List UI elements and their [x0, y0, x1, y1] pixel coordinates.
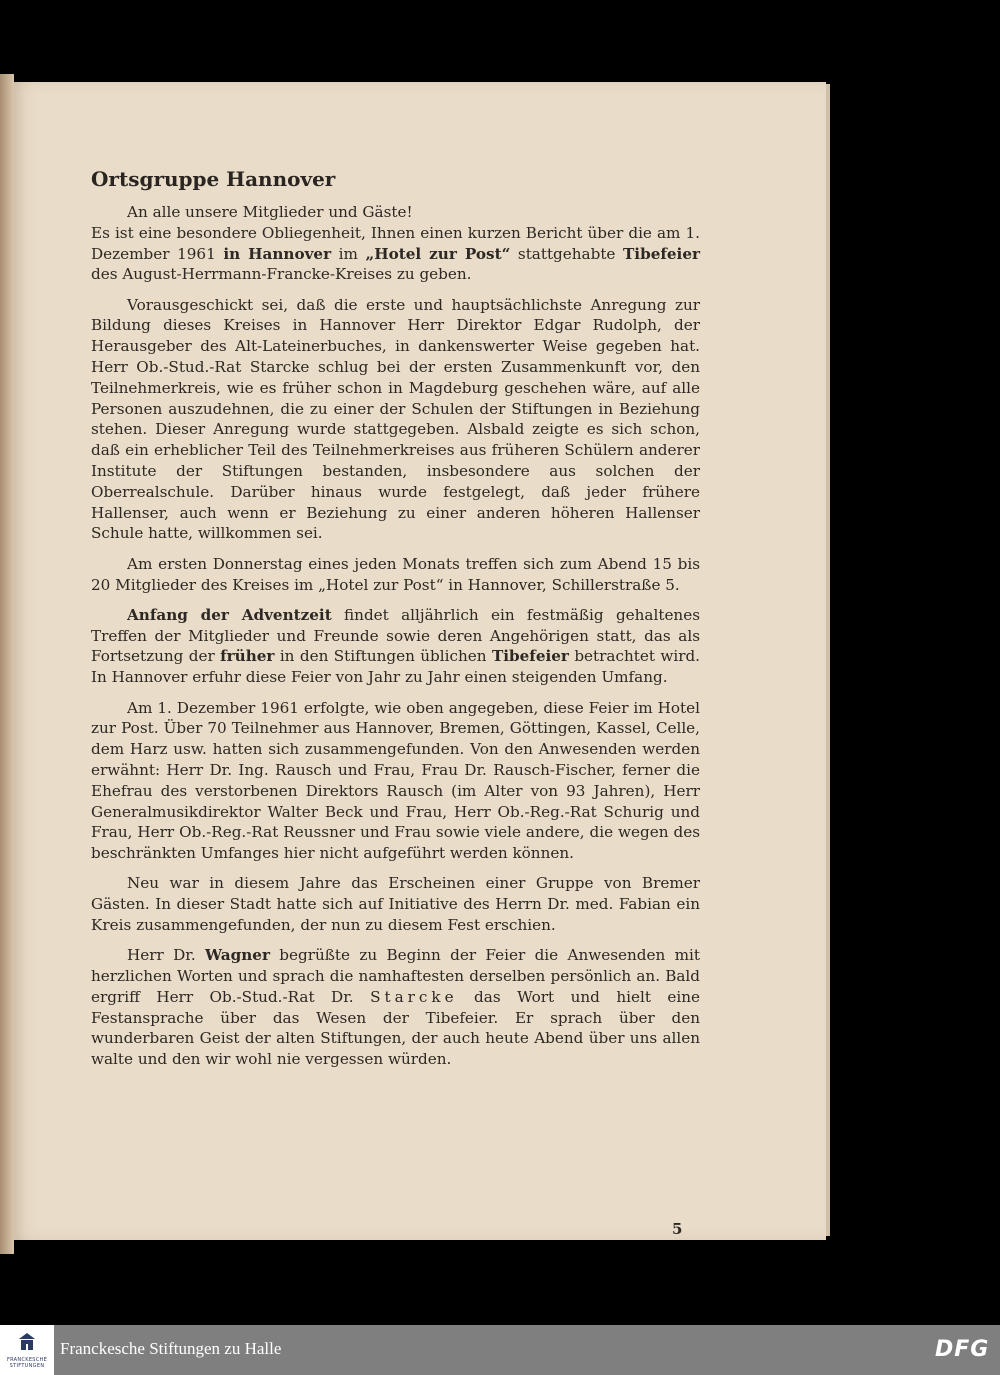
dfg-logo[interactable]: DFG	[935, 1337, 990, 1362]
paragraph-2: Vorausgeschickt sei, daß die erste und hauptsächlichste Anregung zur Bildung dieses Kreises in Hannover Herr Direktor Edgar Rudolph, der Herausgeber des Alt-Lateinerbuches, in dankenswerter Weise gegeben hat. Herr Ob.-Stud.-Rat Starcke schlug bei der ersten Zusammenkunft vor, den Teilnehmerkreis, wie es früher schon in Magdeburg geschehen wäre, auf alle Personen auszudehnen, die zu einer der Schulen der Stiftungen in Beziehung stehen. Dieser Anregung wurde stattgegeben. Alsbald zeigte es sich schon, daß ein erheblicher Teil des Teilnehmerkreises aus früheren Schülern anderer Institute der Stiftungen bestanden, insbesondere aus solchen der Oberrealschule. Darüber hinaus wurde festgelegt, daß jeder frühere Hallenser, auch wenn er Beziehung zu einer anderen höheren Hallenser Schule hatte, willkommen sei.	[91, 295, 700, 543]
logo-text-line: STIFTUNGEN	[9, 1363, 45, 1369]
logo-text	[2, 1357, 52, 1369]
text-run: betrachtet wird. In Hannover erfuhr diese Feier von Jahr zu Jahr einen steigenden Umfang.	[91, 647, 700, 687]
emphasis-text: Anfang der Adventzeit	[127, 605, 332, 624]
spaced-name: Starcke	[370, 987, 458, 1006]
logo-text-line: FRANCKESCHE	[6, 1357, 48, 1363]
text-run: findet alljährlich ein festmäßig gehaltenes Treffen der Mitglieder und Freunde sowie deren Angehörigen statt, das als Fortsetzung der	[91, 605, 700, 666]
emphasis-text: Tibefeier	[491, 647, 569, 666]
emphasis-text: Tibefeier	[623, 244, 700, 263]
emphasis-text: in Hannover	[223, 244, 332, 263]
text-run: des August-Herrmann-Francke-Kreises zu geben.	[91, 265, 472, 284]
paragraph-5: Am 1. Dezember 1961 erfolgte, wie oben angegeben, diese Feier im Hotel zur Post. Über 70 Teilnehmer aus Hannover, Bremen, Göttingen, Kassel, Celle, dem Harz usw. hatten sich zusammengefunden. Von den Anwesenden werden erwähnt: Herr Dr. Ing. Rausch und Frau, Frau Dr. Rausch-Fischer, ferner die Ehefrau des verstorbenen Direktors Rausch (im Alter von 93 Jahren), Herr Generalmusikdirektor Walter Beck und Frau, Herr Ob.-Reg.-Rat Schurig und Frau, Herr Ob.-Reg.-Rat Reussner und Frau sowie viele andere, die wegen des beschränkten Umfanges hier nicht aufgeführt werden können.	[91, 698, 700, 863]
text-run: Herr Dr.	[127, 946, 206, 965]
emphasis-text: „Hotel zur Post“	[365, 244, 511, 263]
building-icon	[19, 1333, 35, 1351]
text-run: das Wort und hielt eine Festansprache über das Wesen der Tibefeier. Er sprach über den wunderbaren Geist der alten Stiftungen, der auch heute Abend über uns allen walte und den wir wohl nie vergessen würden.	[91, 987, 700, 1069]
previous-page-edge	[0, 74, 14, 1254]
paragraph-3: Am ersten Donnerstag eines jeden Monats treffen sich zum Abend 15 bis 20 Mitglieder des Kreises im „Hotel zur Post“ in Hannover, Schillerstraße 5.	[91, 554, 700, 594]
page-number: 5	[672, 1220, 683, 1238]
text-run: begrüßte zu Beginn der Feier die Anwesenden mit herzlichen Worten und sprach die namhaftesten derselben persönlich an. Bald ergriff Herr Ob.-Stud.-Rat Dr.	[91, 946, 700, 1006]
emphasis-text: Wagner	[205, 946, 270, 965]
paragraph-7	[91, 945, 700, 1070]
text-run: im	[331, 244, 366, 263]
paragraph-4	[91, 605, 700, 688]
footer-bar	[0, 1325, 1000, 1375]
salutation: An alle unsere Mitglieder und Gäste!	[127, 203, 413, 221]
document-page	[14, 82, 826, 1240]
text-run: stattgehabte	[510, 244, 623, 263]
paragraph-1	[91, 223, 700, 285]
text-run: Es ist eine besondere Obliegenheit, Ihnen einen kurzen Bericht über die am 1. Dezember 1961	[91, 223, 700, 263]
section-title: Ortsgruppe Hannover	[91, 167, 336, 191]
emphasis-text: früher	[220, 647, 275, 666]
institution-title[interactable]: Franckesche Stiftungen zu Halle	[60, 1339, 282, 1358]
text-run: in den Stiftungen üblichen	[274, 647, 492, 666]
document-body	[91, 166, 700, 1080]
franckesche-logo[interactable]	[0, 1325, 54, 1375]
paragraph-6: Neu war in diesem Jahre das Erscheinen einer Gruppe von Bremer Gästen. In dieser Stadt hatte sich auf Initiative des Herrn Dr. med. Fabian ein Kreis zusammengefunden, der nun zu diesem Fest erschien.	[91, 874, 700, 934]
page-edge	[826, 84, 830, 1236]
